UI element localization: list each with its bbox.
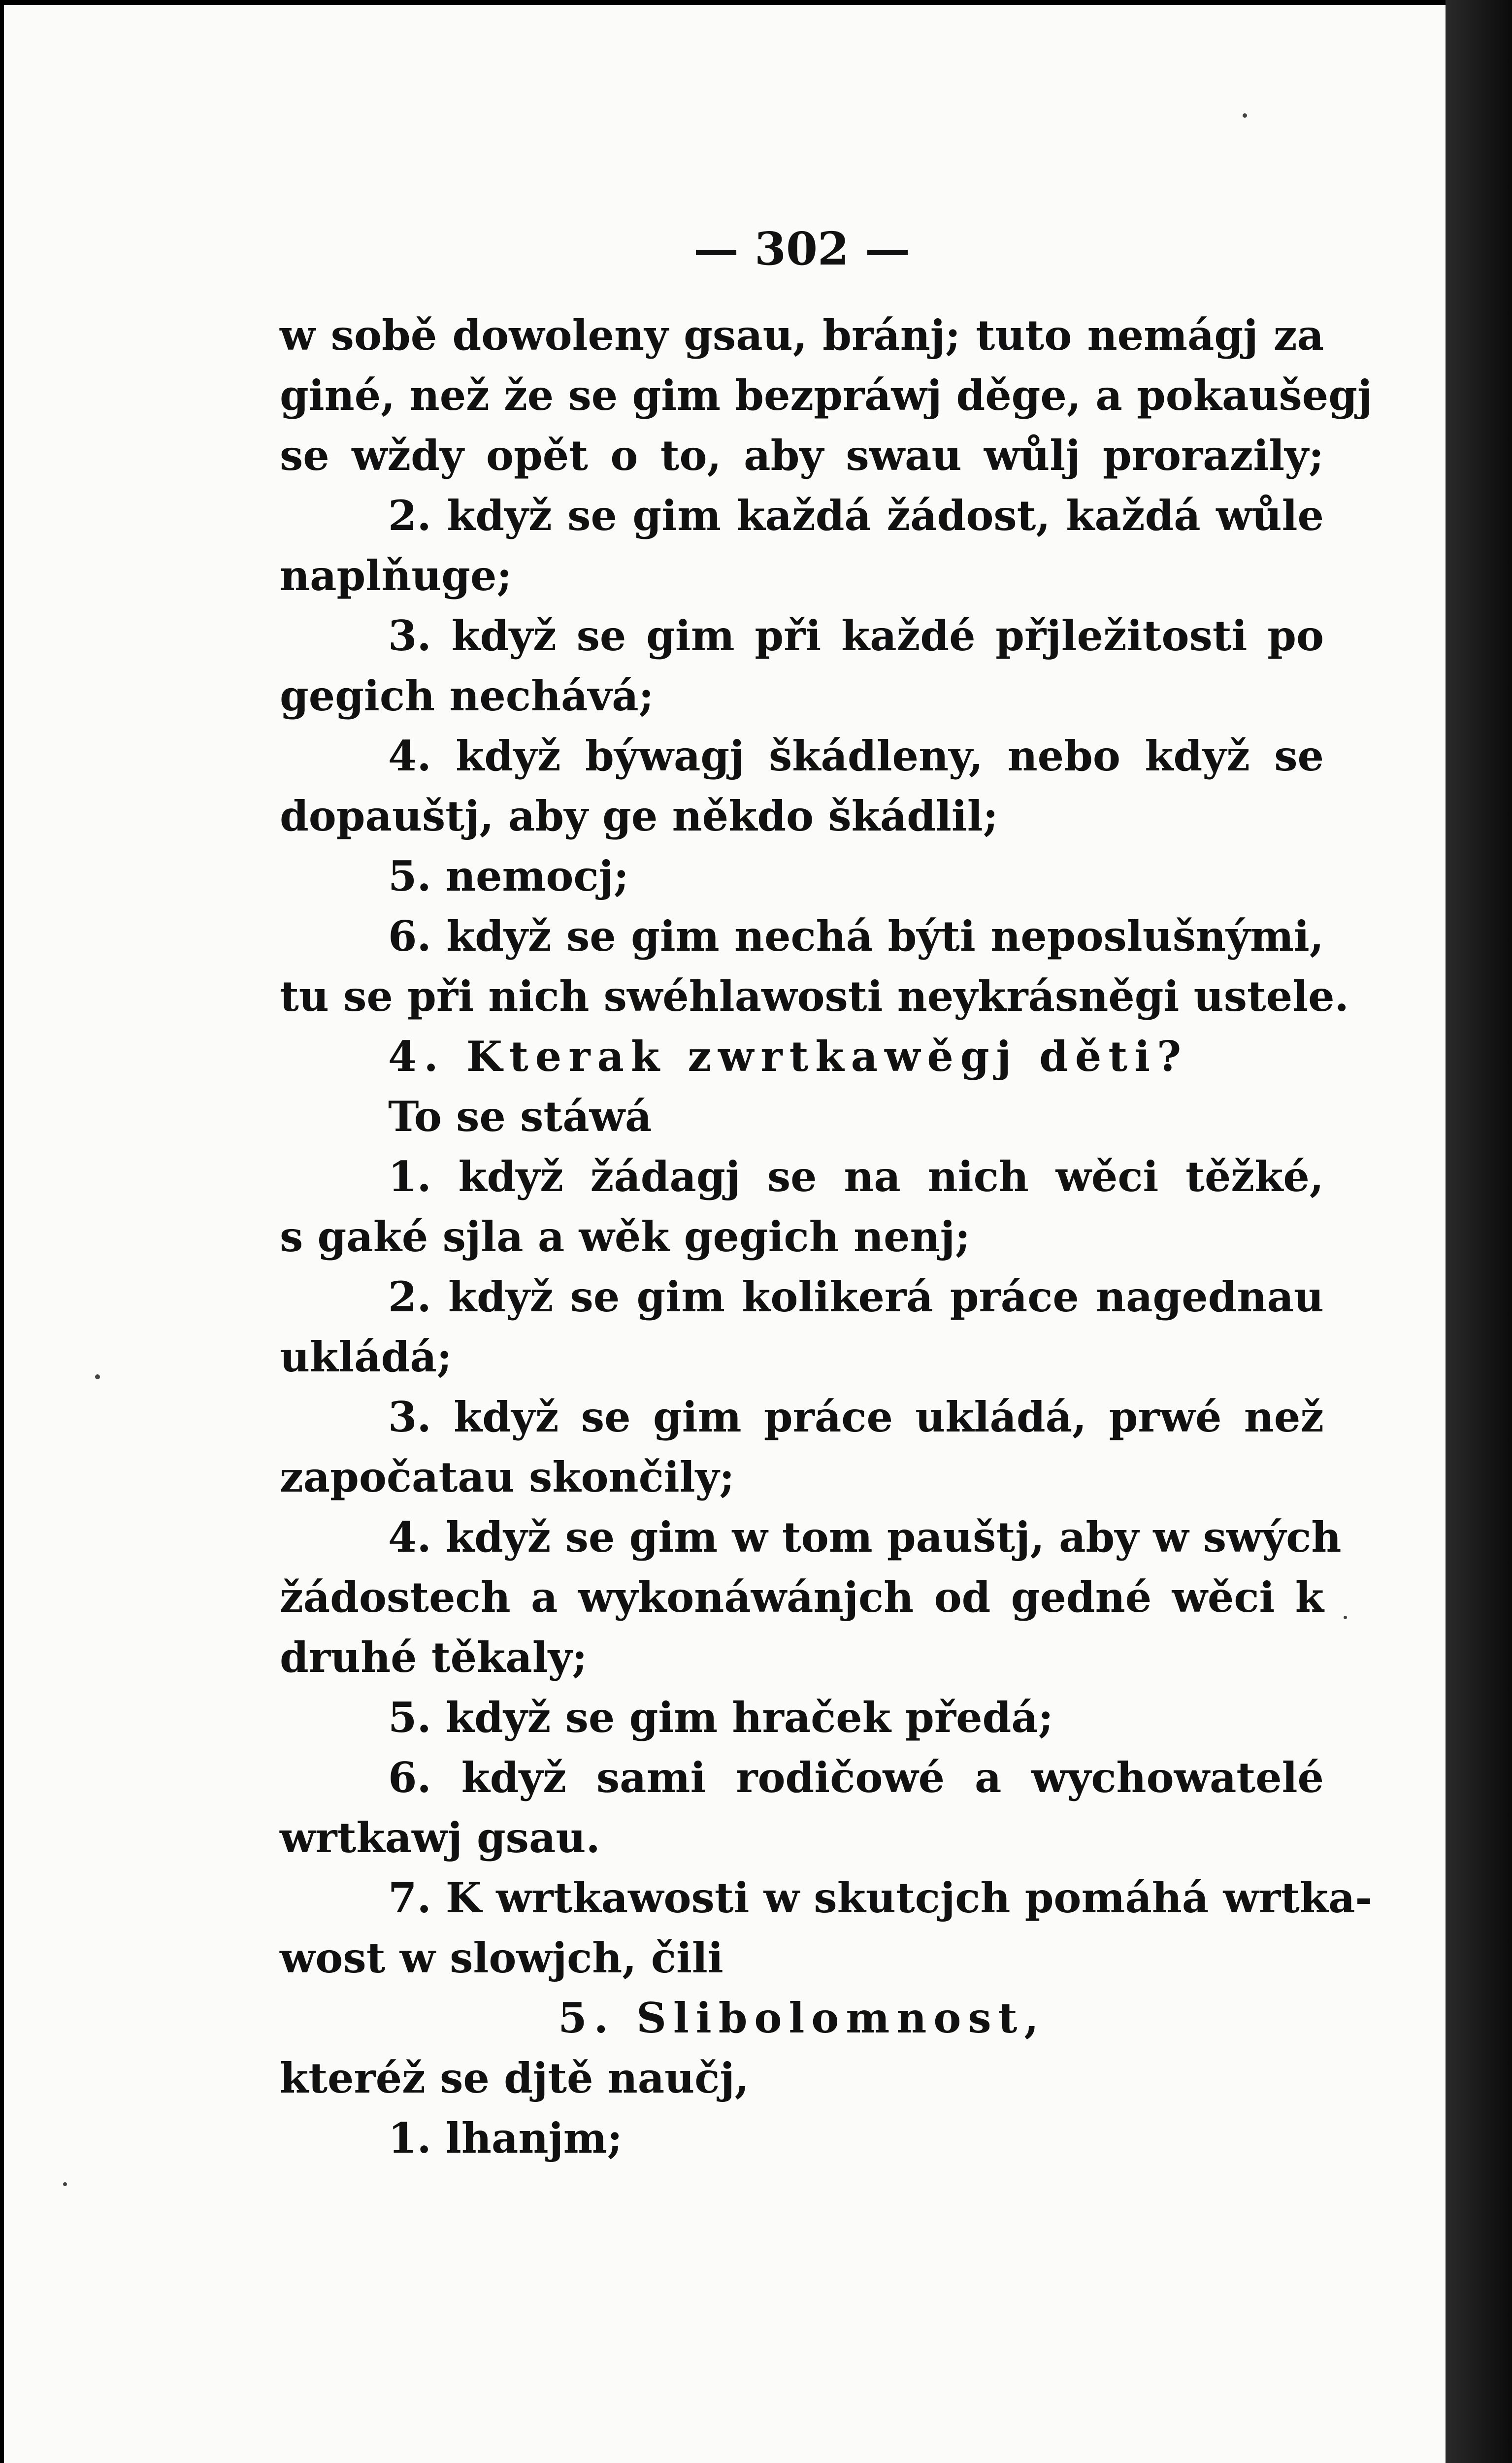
text-line: žádostech a wykonáwánjch od gedné wěci k — [280, 1573, 1324, 1622]
text-line: tu se při nich swéhlawosti neykrásněgi ustele. — [280, 972, 1349, 1021]
paper-speck — [1344, 1616, 1347, 1619]
text-line: giné, než že se gim bezpráwj děge, a pokaušegj — [280, 371, 1373, 420]
paper-speck — [1243, 113, 1247, 118]
text-line: 5. když se gim hraček předá; — [388, 1693, 1053, 1742]
paper-speck — [63, 2182, 67, 2186]
text-line: 4. když se gim w tom pauštj, aby w swých — [388, 1513, 1342, 1562]
text-line: 5. nemocj; — [388, 852, 629, 900]
text-line: 3. když se gim práce ukládá, prwé než — [388, 1393, 1324, 1441]
text-line: se wždy opět o to, aby swau wůlj prorazily; — [280, 431, 1324, 480]
page-number: — 302 — — [693, 222, 911, 275]
text-line: naplňuge; — [280, 551, 512, 600]
text-line: gegich nechává; — [280, 671, 654, 720]
text-line: wrtkawj gsau. — [280, 1813, 600, 1862]
section-heading: 4. Kterak zwrtkawěgj děti? — [388, 1032, 1188, 1081]
text-line: 6. když sami rodičowé a wychowatelé — [388, 1753, 1324, 1802]
text-line: s gaké sjla a wěk gegich nenj; — [280, 1212, 970, 1261]
text-line: w sobě dowoleny gsau, bránj; tuto nemágj za — [280, 311, 1324, 360]
text-line: 4. když býwagj škádleny, nebo když se — [388, 732, 1324, 780]
text-line: ukládá; — [280, 1332, 452, 1381]
text-line: To se stáwá — [388, 1092, 652, 1141]
text-line: kteréž se djtě naučj, — [280, 2054, 750, 2102]
text-line: dopauštj, aby ge někdo škádlil; — [280, 792, 998, 840]
text-line: wost w slowjch, čili — [280, 1933, 723, 1982]
text-line: 7. K wrtkawosti w skutcjch pomáhá wrtka- — [388, 1873, 1373, 1922]
section-heading: 5. Slibolomnost, — [558, 1994, 1046, 2042]
book-page — [4, 5, 1449, 2463]
page-text — [280, 212, 1373, 2168]
text-line: 3. když se gim při každé přjležitosti po — [388, 611, 1324, 660]
text-line: druhé těkaly; — [280, 1633, 588, 1682]
text-line: 1. lhanjm; — [388, 2114, 623, 2163]
text-line: započatau skončily; — [280, 1453, 735, 1501]
text-line: 2. když se gim kolikerá práce nagednau — [388, 1272, 1324, 1321]
scan-edge — [1446, 0, 1512, 2463]
text-line: 6. když se gim nechá býti neposlušnými, — [388, 912, 1324, 961]
paper-speck — [95, 1374, 100, 1379]
text-line: 1. když žádagj se na nich wěci těžké, — [388, 1152, 1324, 1201]
text-line: 2. když se gim každá žádost, každá wůle — [388, 491, 1324, 540]
